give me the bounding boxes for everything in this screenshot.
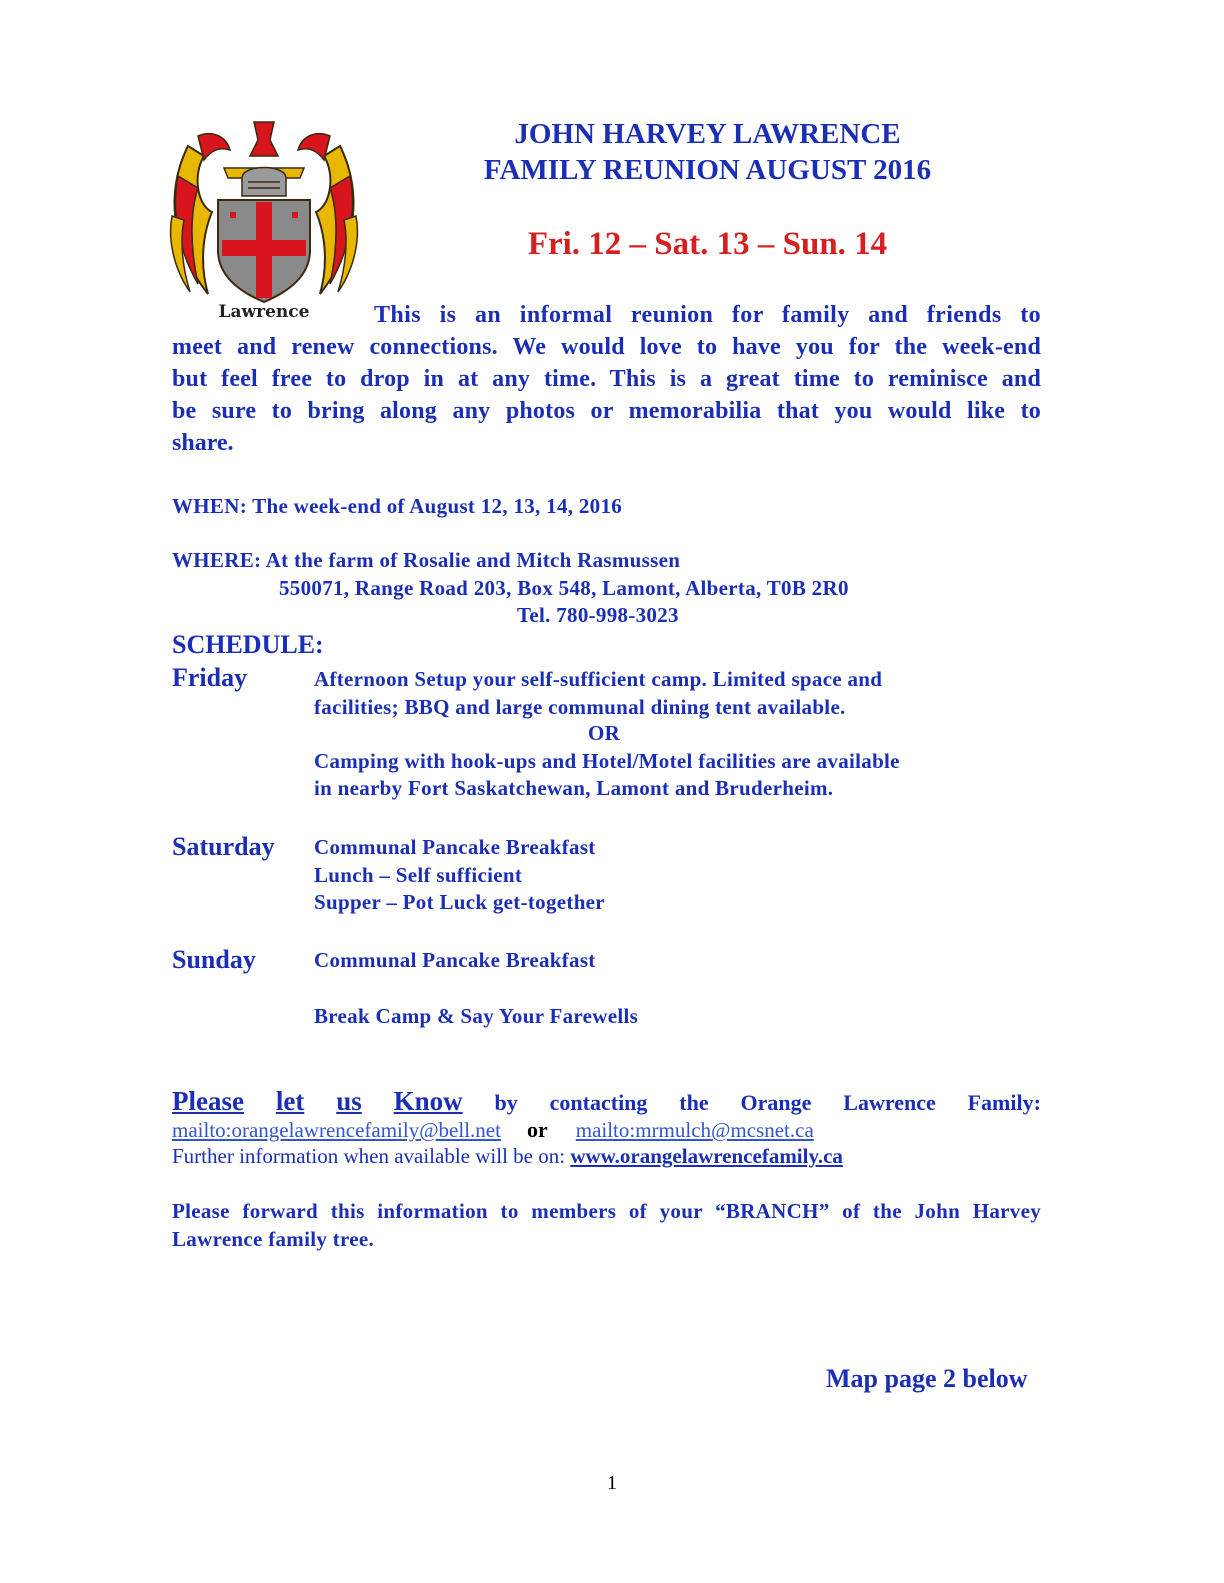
friday-line-4: in nearby Fort Saskatchewan, Lamont and Bruderheim.: [314, 776, 834, 800]
title-line-2: FAMILY REUNION AUGUST 2016: [483, 154, 932, 186]
sunday-line-1: Communal Pancake Breakfast: [314, 948, 596, 972]
where-line: WHERE: At the farm of Rosalie and Mitch Rasmussen: [172, 548, 681, 572]
when-line: WHEN: The week-end of August 12, 13, 14, 2016: [172, 494, 623, 518]
friday-line-2: facilities; BBQ and large communal dining tent available.: [314, 695, 846, 719]
please-let-us-know-word-4[interactable]: Know: [393, 1086, 463, 1116]
crest-caption: Lawrence: [218, 302, 310, 322]
intro-line-2: meet and renew connections. We would love to have you for the week-end: [172, 334, 1041, 360]
contact-word-contacting: contacting: [549, 1090, 648, 1115]
email-link-orangelawrencefamily[interactable]: mailto:orangelawrencefamily@bell.net: [172, 1118, 501, 1142]
please-let-us-know-word-3[interactable]: us: [336, 1086, 362, 1116]
intro-line-3: but feel free to drop in at any time. This is a great time to reminisce and: [172, 366, 1041, 392]
schedule-day-friday: Friday: [172, 663, 248, 692]
map-page-note: Map page 2 below: [826, 1364, 1028, 1393]
reunion-dates: Fri. 12 – Sat. 13 – Sun. 14: [527, 226, 888, 262]
forward-line-1: Please forward this information to members of your “BRANCH” of the John Harvey: [172, 1199, 1041, 1223]
contact-word-orange: Orange: [740, 1090, 812, 1115]
friday-or: OR: [588, 721, 621, 745]
further-info-text: Further information when available will be on:: [172, 1144, 566, 1168]
page-number: 1: [607, 1472, 617, 1494]
please-let-us-know-word-1[interactable]: Please: [172, 1086, 244, 1116]
contact-word-the: the: [679, 1090, 709, 1115]
title-line-1: JOHN HARVEY LAWRENCE: [514, 118, 901, 150]
where-address: 550071, Range Road 203, Box 548, Lamont, Alberta, T0B 2R0: [279, 576, 849, 600]
forward-line-2: Lawrence family tree.: [172, 1227, 375, 1251]
crest-illustration: [168, 116, 360, 328]
email-or: or: [526, 1117, 548, 1142]
schedule-heading: SCHEDULE:: [172, 630, 324, 659]
sunday-line-2: Break Camp & Say Your Farewells: [314, 1004, 639, 1028]
please-let-us-know-word-2[interactable]: let: [275, 1086, 305, 1116]
friday-line-3: Camping with hook-ups and Hotel/Motel facilities are available: [314, 749, 900, 773]
intro-line-4: be sure to bring along any photos or memorabilia that you would like to: [172, 398, 1041, 424]
contact-word-lawrence: Lawrence: [843, 1090, 936, 1115]
where-telephone: Tel. 780-998-3023: [517, 603, 679, 627]
intro-line-5: share.: [172, 430, 234, 456]
website-link[interactable]: www.orangelawrencefamily.ca: [570, 1144, 843, 1168]
saturday-line-3: Supper – Pot Luck get-together: [314, 890, 605, 914]
intro-line-1: This is an informal reunion for family and friends to: [374, 302, 1041, 328]
contact-word-family: Family:: [967, 1090, 1041, 1115]
saturday-line-1: Communal Pancake Breakfast: [314, 835, 596, 859]
contact-line: [172, 1086, 1041, 1117]
friday-line-1: Afternoon Setup your self-sufficient camp. Limited space and: [314, 667, 883, 691]
further-info-line: [172, 1144, 843, 1169]
email-link-mrmulch[interactable]: mailto:mrmulch@mcsnet.ca: [575, 1118, 814, 1142]
schedule-day-sunday: Sunday: [172, 945, 256, 974]
saturday-line-2: Lunch – Self sufficient: [314, 863, 523, 887]
contact-word-by: by: [494, 1090, 518, 1115]
family-crest: [168, 116, 360, 328]
email-line: [172, 1117, 814, 1143]
schedule-day-saturday: Saturday: [172, 832, 275, 861]
